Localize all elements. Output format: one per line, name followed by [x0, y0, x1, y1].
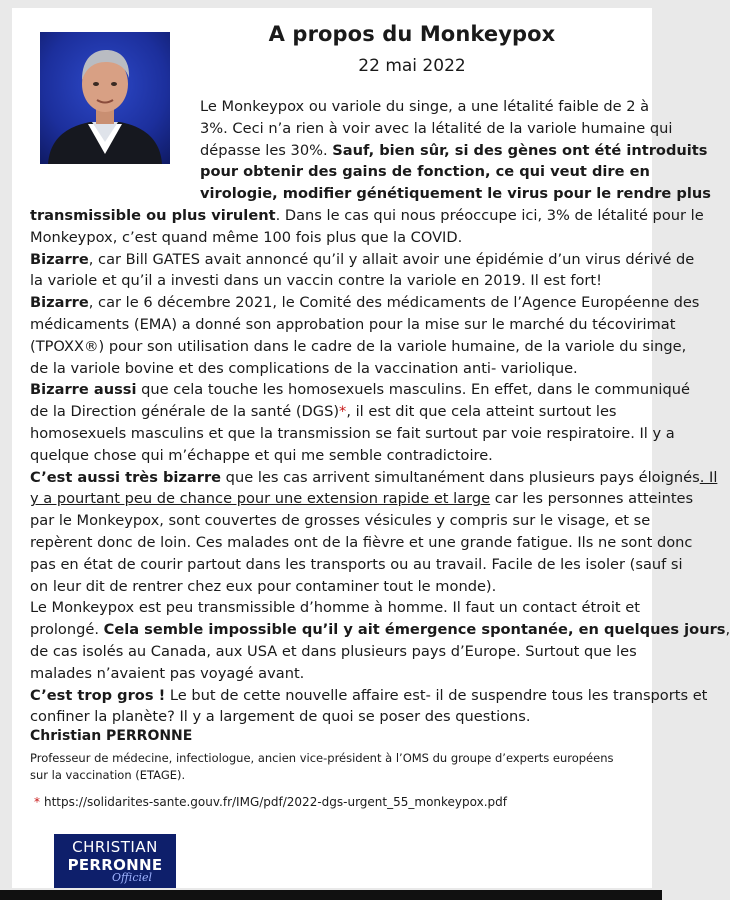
- body-text-segment: quelque chose qui m’échappe et qui me semble contradictoire.: [30, 446, 493, 464]
- body-text-segment: car les personnes atteintes: [490, 490, 694, 508]
- logo-line-3: Officiel: [112, 871, 153, 884]
- source-footnote: [34, 795, 507, 809]
- footnote-marker: *: [339, 403, 347, 421]
- underlined-text: . Il: [699, 468, 718, 486]
- body-line: [200, 96, 649, 118]
- body-text-segment: on leur dit de rentrer chez eux pour contaminer tout le monde).: [30, 577, 497, 595]
- body-text-segment: Le but de cette nouvelle affaire est- il de suspendre tous les transports et: [165, 686, 708, 704]
- body-text-segment: Le Monkeypox est peu transmissible d’homme à homme. Il faut un contact étroit et: [30, 599, 640, 617]
- body-text-segment: prolongé.: [30, 621, 104, 639]
- body-line: [30, 706, 531, 728]
- body-line: [200, 183, 711, 205]
- body-text-segment: repèrent donc de loin. Ces malades ont de la fièvre et une grande fatigue. Ils ne sont donc: [30, 534, 693, 551]
- body-line: [30, 641, 637, 663]
- bold-text: virologie, modifier génétiquement le virus pour le rendre plus: [200, 185, 711, 203]
- body-text-segment: confiner la planète? Il y a largement de quoi se poser des questions.: [30, 708, 531, 726]
- body-line: [200, 140, 707, 162]
- body-text-segment: Le Monkeypox ou variole du singe, a une létalité faible de 2 à: [200, 98, 650, 115]
- body-text-segment: de la variole bovine et des complications de la vaccination anti- variolique.: [30, 359, 578, 377]
- author-name: Christian PERRONNE: [30, 728, 193, 744]
- bold-text: Bizarre: [30, 250, 89, 268]
- bold-text: Cela semble impossible qu’il y ait émergence spontanée, en quelques jours: [103, 621, 726, 639]
- body-text-segment: homosexuels masculins et que la transmission se fait surtout par voie respiratoire. Il y a: [30, 425, 675, 442]
- body-line: [30, 336, 686, 358]
- bold-text: Bizarre: [30, 294, 89, 312]
- body-line: [30, 467, 717, 489]
- body-line: [30, 510, 650, 532]
- body-line: [30, 445, 493, 467]
- body-line: [30, 576, 496, 598]
- bold-text: C’est aussi très bizarre: [30, 468, 222, 486]
- body-text-segment: malades n’avaient pas voyagé avant.: [30, 664, 305, 682]
- body-text-segment: (TPOXX®) pour son utilisation dans le cadre de la variole humaine, de la variole du singe,: [30, 337, 687, 355]
- article-date: 22 mai 2022: [358, 56, 466, 76]
- body-text-segment: Monkeypox, c’est quand même 100 fois plus que la COVID.: [30, 228, 463, 246]
- body-text-segment: . Dans le cas qui nous préoccupe ici, 3% de létalité pour le: [275, 207, 704, 224]
- body-text-segment: , car le 6 décembre 2021, le Comité des médicaments de l’Agence Européenne des: [88, 294, 700, 312]
- logo-line-1: CHRISTIAN: [72, 838, 158, 856]
- article-title: A propos du Monkeypox: [268, 22, 556, 46]
- body-line: [30, 205, 704, 227]
- bold-text: C’est trop gros !: [30, 686, 166, 704]
- body-line: [30, 532, 692, 554]
- bold-text: transmissible ou plus virulent: [30, 207, 276, 224]
- body-text-segment: par le Monkeypox, sont couvertes de grosses vésicules y compris sur le visage, et se: [30, 512, 651, 530]
- body-line: [30, 270, 602, 292]
- body-text-segment: , car Bill GATES avait annoncé qu’il y allait avoir une épidémie d’un virus dérivé de: [88, 250, 695, 268]
- body-line: [30, 292, 699, 314]
- body-line: [30, 227, 462, 249]
- body-text-segment: 3%. Ceci n’a rien à voir avec la létalité de la variole humaine qui: [200, 119, 673, 137]
- footnote-marker: *: [34, 795, 40, 809]
- body-line: [30, 597, 640, 619]
- body-line: [30, 249, 694, 271]
- logo-line-2: PERRONNE: [67, 856, 163, 874]
- source-url: https://solidarites-sante.gouv.fr/IMG/pdf/2022-dgs-urgent_55_monkeypox.pdf: [44, 795, 507, 809]
- body-line: [30, 401, 617, 423]
- body-text-segment: pas en état de courir partout dans les transports ou au travail. Facile de les isoler (sauf si: [30, 555, 683, 573]
- body-line: [30, 314, 675, 336]
- body-line: [30, 619, 730, 641]
- author-role: [30, 750, 640, 784]
- bold-text: pour obtenir des gains de fonction, ce qui veut dire en: [200, 163, 650, 181]
- brand-logo: [54, 834, 176, 888]
- body-text-segment: dépasse les 30%.: [200, 141, 333, 159]
- body-line: [200, 118, 672, 140]
- body-line: [30, 423, 675, 445]
- body-text-segment: que les cas arrivent simultanément dans plusieurs pays éloignés: [221, 468, 700, 486]
- body-text-segment: de la Direction générale de la santé (DGS): [30, 403, 340, 421]
- body-text-segment: de cas isolés au Canada, aux USA et dans plusieurs pays d’Europe. Surtout que les: [30, 643, 637, 660]
- body-line: [30, 554, 683, 576]
- bold-text: Bizarre aussi: [30, 381, 137, 399]
- author-role-line: Professeur de médecine, infectiologue, ancien vice-président à l’OMS du groupe d’experts européens: [30, 751, 614, 765]
- body-text-segment: la variole et qu’il a investi dans un vaccin contre la variole en 2019. Il est fort!: [30, 272, 602, 290]
- document-page: [12, 8, 730, 888]
- bold-text: Sauf, bien sûr, si des gènes ont été introduits: [332, 141, 708, 159]
- body-line: [30, 379, 690, 401]
- body-text-segment: ,: [725, 621, 730, 639]
- body-line: [30, 685, 707, 707]
- underlined-text: y a pourtant peu de chance pour une extension rapide et large: [30, 490, 491, 508]
- body-line: [30, 663, 304, 685]
- body-line: [30, 358, 578, 380]
- bottom-edge: [0, 890, 662, 900]
- author-role-line: sur la vaccination (ETAGE).: [30, 768, 186, 782]
- body-text-segment: , il est dit que cela atteint surtout les: [346, 403, 617, 421]
- article-body: [12, 8, 730, 728]
- body-text-segment: médicaments (EMA) a donné son approbation pour la mise sur le marché du técovirimat: [30, 316, 676, 333]
- body-line: [200, 161, 650, 183]
- body-line: [30, 488, 693, 510]
- body-text-segment: que cela touche les homosexuels masculins. En effet, dans le communiqué: [136, 381, 690, 399]
